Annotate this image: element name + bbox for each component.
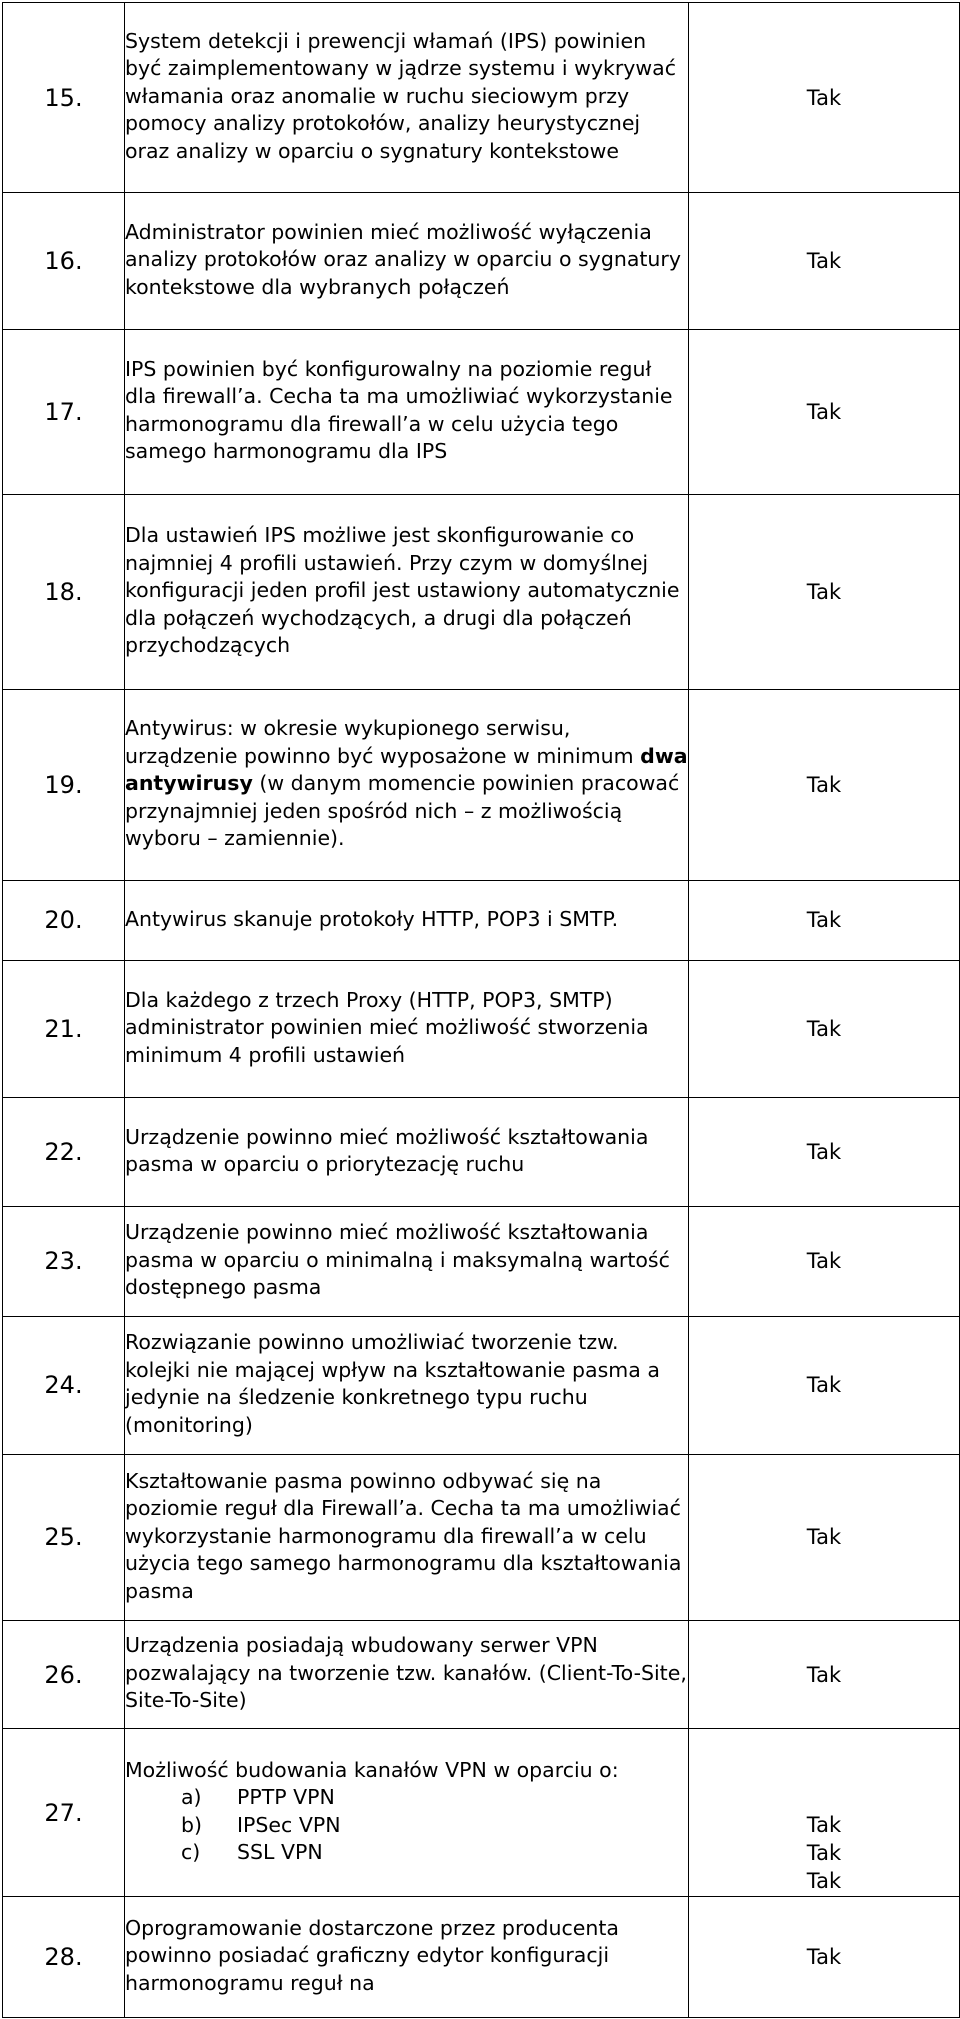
requirement-text: System detekcji i prewencji włamań (IPS) powinien być zaimplementowany w jądrze systemu i wykrywać włamania oraz anomalie w ruchu sieciowym przy pomocy analizy protokołów, analizy heurystycznej oraz analizy w oparciu o sygnatury kontekstowe bbox=[125, 3, 689, 193]
row-number: 20. bbox=[3, 880, 125, 960]
table-row bbox=[3, 1896, 960, 2017]
table-row bbox=[3, 1621, 960, 1729]
compliance-value: Tak bbox=[689, 690, 960, 880]
requirement-text: Rozwiązanie powinno umożliwiać tworzenie tzw. kolejki nie mającej wpływ na kształtowanie pasma a jedynie na śledzenie konkretnego typu ruchu (monitoring) bbox=[125, 1316, 689, 1454]
table-row bbox=[3, 1729, 960, 1896]
compliance-value: Tak bbox=[689, 1454, 960, 1620]
compliance-value: Tak bbox=[689, 1316, 960, 1454]
table-row bbox=[3, 690, 960, 880]
table-row bbox=[3, 1454, 960, 1620]
table-row bbox=[3, 960, 960, 1097]
table-row bbox=[3, 329, 960, 494]
compliance-value: Tak bbox=[806, 1813, 842, 1838]
table-row bbox=[3, 494, 960, 689]
compliance-value: Tak bbox=[806, 1841, 842, 1866]
compliance-value: Tak bbox=[689, 1207, 960, 1316]
compliance-value: Tak bbox=[689, 3, 960, 193]
table-row bbox=[3, 1098, 960, 1207]
compliance-value-group bbox=[689, 1729, 960, 1896]
row-number: 21. bbox=[3, 960, 125, 1097]
row-number: 17. bbox=[3, 329, 125, 494]
row-number: 22. bbox=[3, 1098, 125, 1207]
list-item: a) PPTP VPN bbox=[181, 1785, 335, 1809]
table-row bbox=[3, 1207, 960, 1316]
requirement-text: Urządzenie powinno mieć możliwość kształtowania pasma w oparciu o priorytezację ruchu bbox=[125, 1098, 689, 1207]
requirements-table bbox=[2, 2, 960, 2018]
emphasis-text: dwa antywirusy bbox=[125, 743, 688, 796]
compliance-value: Tak bbox=[689, 494, 960, 689]
requirement-text: Oprogramowanie dostarczone przez producenta powinno posiadać graficzny edytor konfiguracji harmonogramu reguł na bbox=[125, 1896, 689, 2017]
row-number: 27. bbox=[3, 1729, 125, 1896]
requirement-text: IPS powinien być konfigurowalny na poziomie reguł dla firewall’a. Cecha ta ma umożliwiać wykorzystanie harmonogramu dla firewall’a w celu użycia tego samego harmonogramu dla IPS bbox=[125, 329, 689, 494]
requirement-text: Dla ustawień IPS możliwe jest skonfigurowanie co najmniej 4 profili ustawień. Przy czym w domyślnej konfiguracji jeden profil jest ustawiony automatycznie dla połączeń wychodzących, a drugi dla połączeń przychodzących bbox=[125, 494, 689, 689]
requirement-text: Kształtowanie pasma powinno odbywać się na poziomie reguł dla Firewall’a. Cecha ta ma umożliwiać wykorzystanie harmonogramu dla firewall’a w celu użycia tego samego harmonogramu dla kształtowania pasma bbox=[125, 1454, 689, 1620]
compliance-value: Tak bbox=[689, 960, 960, 1097]
compliance-value: Tak bbox=[689, 1621, 960, 1729]
compliance-value: Tak bbox=[689, 880, 960, 960]
compliance-value: Tak bbox=[689, 1896, 960, 2017]
requirement-text: Antywirus: w okresie wykupionego serwisu, urządzenie powinno być wyposażone w minimum dwa antywirusy (w danym momencie powinien pracować przynajmniej jeden spośród nich – z możliwością wyboru – zamiennie). bbox=[125, 690, 689, 880]
requirement-text: Urządzenia posiadają wbudowany serwer VPN pozwalający na tworzenie tzw. kanałów. (Client-To-Site, Site-To-Site) bbox=[125, 1621, 689, 1729]
row-number: 23. bbox=[3, 1207, 125, 1316]
row-number: 18. bbox=[3, 494, 125, 689]
requirement-text: Urządzenie powinno mieć możliwość kształtowania pasma w oparciu o minimalną i maksymalną wartość dostępnego pasma bbox=[125, 1207, 689, 1316]
compliance-value: Tak bbox=[806, 1869, 842, 1894]
row-number: 16. bbox=[3, 193, 125, 329]
table-row bbox=[3, 193, 960, 329]
row-number: 26. bbox=[3, 1621, 125, 1729]
row-number: 28. bbox=[3, 1896, 125, 2017]
compliance-value: Tak bbox=[689, 193, 960, 329]
list-item: c) SSL VPN bbox=[181, 1840, 323, 1864]
list-item: b) IPSec VPN bbox=[181, 1812, 341, 1837]
compliance-value: Tak bbox=[689, 329, 960, 494]
row-number: 19. bbox=[3, 690, 125, 880]
requirement-text: Administrator powinien mieć możliwość wyłączenia analizy protokołów oraz analizy w oparciu o sygnatury kontekstowe dla wybranych połączeń bbox=[125, 193, 689, 329]
vpn-options-list bbox=[125, 1784, 688, 1867]
requirement-text: Dla każdego z trzech Proxy (HTTP, POP3, SMTP) administrator powinien mieć możliwość stworzenia minimum 4 profili ustawień bbox=[125, 960, 689, 1097]
requirement-text: Antywirus skanuje protokoły HTTP, POP3 i SMTP. bbox=[125, 880, 689, 960]
row-number: 15. bbox=[3, 3, 125, 193]
compliance-value: Tak bbox=[689, 1098, 960, 1207]
row-number: 24. bbox=[3, 1316, 125, 1454]
table-row bbox=[3, 1316, 960, 1454]
requirement-text: Możliwość budowania kanałów VPN w oparciu o: a) PPTP VPN b) IPSec VPN c) SSL VPN bbox=[125, 1729, 689, 1896]
table-row bbox=[3, 880, 960, 960]
table-row bbox=[3, 3, 960, 193]
row-number: 25. bbox=[3, 1454, 125, 1620]
